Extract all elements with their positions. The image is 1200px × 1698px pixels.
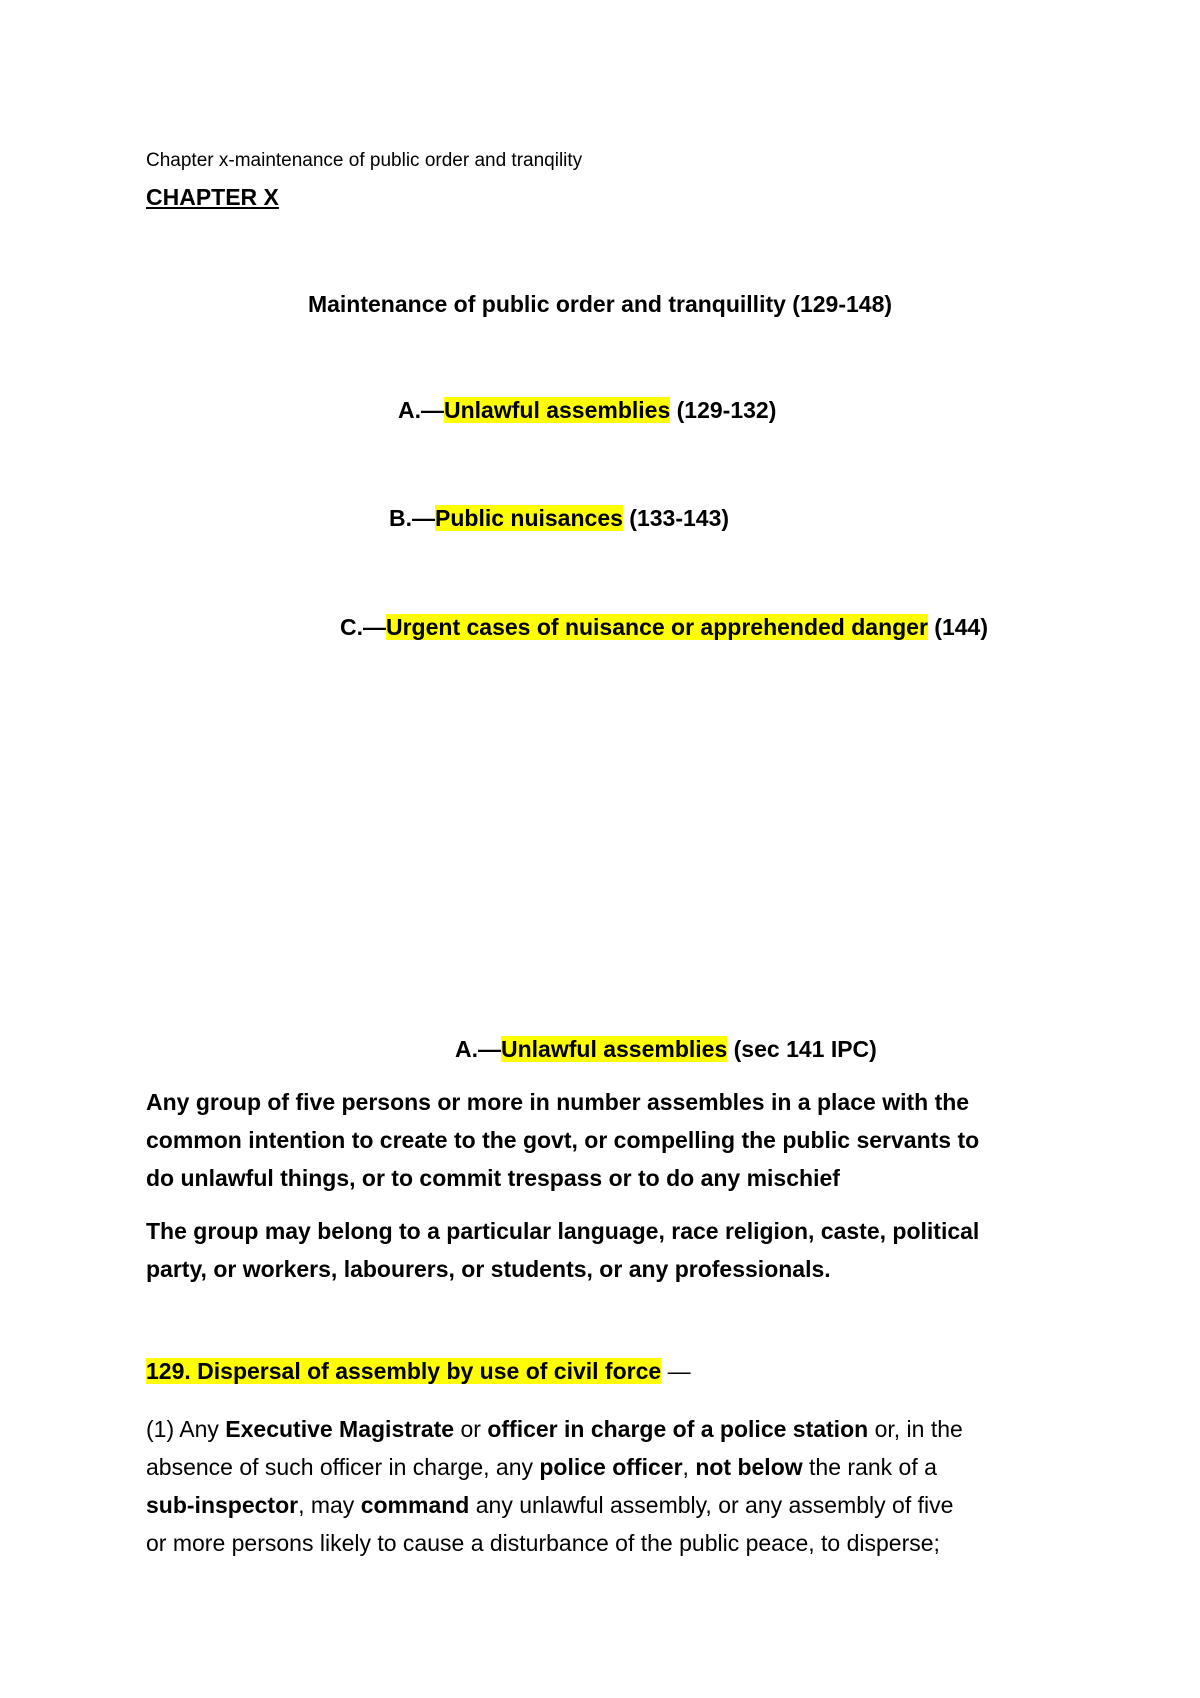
section-a-heading	[455, 1036, 877, 1063]
chapter-heading: CHAPTER X	[146, 184, 279, 210]
text-run-bold: not below	[695, 1454, 803, 1480]
subsection-line	[146, 1486, 1076, 1524]
paragraph-group	[146, 1212, 1076, 1288]
paragraph-line: common intention to create to the govt, or compelling the public servants to	[146, 1127, 980, 1153]
text-run: or	[454, 1416, 488, 1442]
paragraph-line: The group may belong to a particular language, race religion, caste, political	[146, 1218, 980, 1244]
paragraph-definition	[146, 1083, 1076, 1197]
toc-item-title: Public nuisances	[435, 505, 623, 531]
text-run: absence of such officer in charge, any	[146, 1454, 540, 1480]
toc-item-prefix: C.—	[340, 614, 386, 640]
text-run-bold: Executive Magistrate	[225, 1416, 455, 1442]
toc-item-range: (133-143)	[622, 505, 730, 531]
toc-item-title: Urgent cases of nuisance or apprehended danger	[386, 614, 928, 640]
toc-item-range: (144)	[927, 614, 989, 640]
toc-item-prefix: A.—	[398, 397, 444, 423]
text-run: (1) Any	[146, 1416, 226, 1442]
section-a-suffix: (sec 141 IPC)	[727, 1036, 877, 1062]
text-run: the rank of a	[802, 1454, 937, 1480]
toc-item-prefix: B.—	[389, 505, 435, 531]
paragraph-line: Any group of five persons or more in number assembles in a place with the	[146, 1089, 970, 1115]
subsection-line	[146, 1410, 1076, 1448]
section-129-dash: —	[661, 1358, 691, 1384]
section-a-prefix: A.—	[455, 1036, 501, 1062]
text-run-bold: sub-inspector	[146, 1492, 299, 1518]
toc-item-title: Unlawful assemblies	[444, 397, 671, 423]
section-a-title: Unlawful assemblies	[501, 1036, 728, 1062]
text-run-bold: officer in charge of a police station	[487, 1416, 869, 1442]
toc-item-c[interactable]	[340, 614, 988, 641]
paragraph-line: party, or workers, labourers, or students, or any professionals.	[146, 1256, 831, 1282]
paragraph-line: do unlawful things, or to commit trespass or to do any mischief	[146, 1165, 840, 1191]
toc-item-b[interactable]	[389, 505, 729, 532]
subsection-line	[146, 1448, 1076, 1486]
header-line: Chapter x-maintenance of public order and tranqility	[146, 150, 583, 171]
text-run-bold: police officer	[539, 1454, 683, 1480]
section-129-heading	[146, 1358, 691, 1385]
chapter-title: Maintenance of public order and tranquillity (129-148)	[307, 291, 893, 317]
toc-item-range: (129-132)	[670, 397, 777, 423]
subsection-1	[146, 1410, 1076, 1562]
text-run-bold: command	[360, 1492, 470, 1518]
text-run: ,	[682, 1454, 696, 1480]
text-run: any unlawful assembly, or any assembly of five	[469, 1492, 954, 1518]
section-129-title: 129. Dispersal of assembly by use of civil force	[146, 1358, 662, 1384]
text-run: or, in the	[868, 1416, 963, 1442]
toc-item-a[interactable]	[398, 397, 776, 424]
text-run: , may	[298, 1492, 361, 1518]
subsection-line: or more persons likely to cause a disturbance of the public peace, to disperse;	[146, 1530, 940, 1556]
